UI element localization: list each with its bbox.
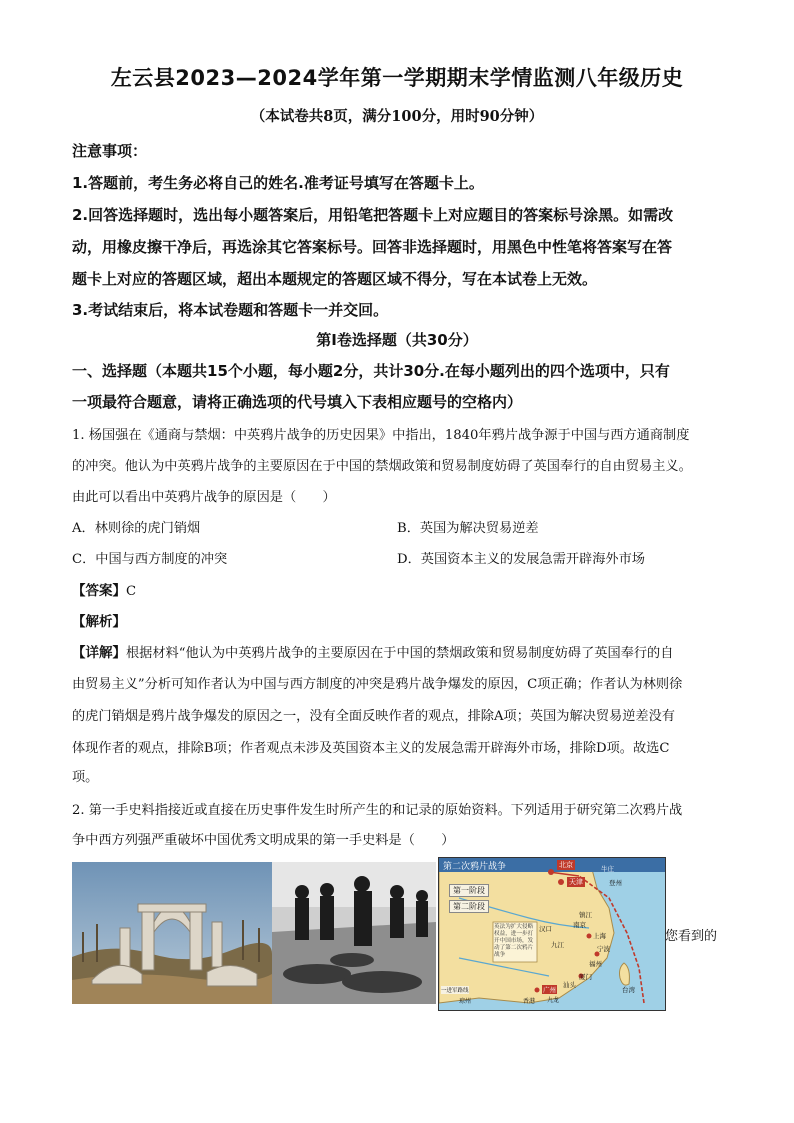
option-c: C．中国与西方制度的冲突 — [72, 552, 228, 567]
map-route-label: 一进军路线 — [441, 988, 469, 994]
map-place-tianjin: 天津 — [569, 878, 583, 886]
question-2-text: 2. 第一手史料指接近或直接在历史事件发生时所产生的和记录的原始资料。下列适用于研究第二次鸦片战 — [72, 803, 683, 818]
note-item: 动，用橡皮擦干净后，再选涂其它答案标号。回答非选择题时，用黑色中性笔将答案写在答 — [72, 238, 673, 256]
map-note: 英法为扩大侵略权益，进一步打开中国市场，发动了第二次鸦片战争 — [494, 924, 534, 958]
option-a: A．林则徐的虎门销烟 — [72, 521, 201, 536]
section-instruction: 一、选择题（本题共15个小题，每小题2分，共计30分.在每小题列出的四个选项中，只有 — [72, 362, 670, 380]
map-place-nanjing: 南京 — [573, 921, 586, 929]
detail-label: 【详解】 — [72, 645, 126, 661]
question-2-text: 争中西方列强严重破坏中国优秀文明成果的第一手史料是（ ） — [72, 833, 455, 848]
section-instruction: 一项最符合题意，请将正确选项的代号填入下表相应题号的空格内） — [72, 393, 523, 411]
map-place-ningbo: 宁波 — [597, 945, 610, 953]
exam-title: 左云县2023—2024学年第一学期期末学情监测八年级历史 — [110, 66, 684, 90]
map-place-niuzhuang: 牛庄 — [601, 865, 614, 873]
map-place-dengzhou: 登州 — [609, 879, 622, 887]
ruins-photo — [72, 862, 272, 1004]
historical-photo — [272, 862, 436, 1004]
map-place-shantou: 汕头 — [563, 981, 576, 989]
note-item: 题卡上对应的答题区域，超出本题规定的答题区域不得分，写在本试卷上无效。 — [72, 270, 598, 288]
map-place-hongkong: 香港 — [523, 998, 536, 1005]
map-place-fuzhou: 福州 — [589, 960, 602, 968]
detail-text: 项。 — [72, 770, 99, 785]
map-title: 第二次鸦片战争 — [443, 862, 507, 872]
note-item: 3.考试结束后，将本试卷题和答题卡一并交回。 — [72, 301, 389, 319]
answer-label: 【答案】 — [72, 583, 126, 599]
question-1-text: 1. 杨国强在《通商与禁烟：中英鸦片战争的历史因果》中指出，1840年鸦片战争源于中国与西方通商制度 — [72, 428, 690, 443]
analysis-label: 【解析】 — [72, 614, 126, 630]
notes-heading: 注意事项： — [72, 142, 148, 160]
map-place-jiujiang: 九江 — [551, 941, 564, 949]
question-2-trailing-text: 您看到的 — [665, 929, 718, 944]
map-place-kowloon: 九龙 — [547, 997, 560, 1004]
map-legend-stage-1: 第一阶段 — [449, 884, 489, 897]
option-d: D．英国资本主义的发展急需开辟海外市场 — [397, 552, 645, 567]
detail-text: 根据材料“他认为中英鸦片战争的主要原因在于中国的禁烟政策和贸易制度妨碍了英国奉行的自 — [126, 646, 674, 661]
map-place-beijing: 北京 — [559, 861, 573, 869]
detail-line — [72, 641, 673, 661]
answer-line — [72, 579, 136, 599]
analysis-line — [72, 610, 126, 630]
map-place-qiongzhou: 琼州 — [459, 998, 472, 1005]
section-title: 第Ⅰ卷选择题（共30分） — [316, 331, 478, 349]
map-place-guangzhou: 广州 — [543, 986, 556, 994]
map-place-hankou: 汉口 — [539, 925, 552, 933]
note-item: 2.回答选择题时，选出每小题答案后，用铅笔把答题卡上对应题目的答案标号涂黑。如需改 — [72, 206, 674, 224]
map-place-zhenjiang: 镇江 — [579, 911, 592, 919]
map-place-shanghai: 上海 — [593, 932, 606, 940]
exam-subtitle: （本试卷共8页，满分100分，用时90分钟） — [250, 108, 544, 125]
option-b: B．英国为解决贸易逆差 — [397, 521, 539, 536]
question-1-text: 的冲突。他认为中英鸦片战争的主要原因在于中国的禁烟政策和贸易制度妨碍了英国奉行的自由贸易主义。 — [72, 459, 692, 474]
detail-text: 由贸易主义”分析可知作者认为中国与西方制度的冲突是鸦片战争爆发的原因，C项正确；作者认为林则徐 — [72, 677, 683, 692]
detail-text: 的虎门销烟是鸦片战争爆发的原因之一，没有全面反映作者的观点，排除A项；英国为解决贸易逆差没有 — [72, 709, 675, 724]
war-map — [438, 857, 666, 1011]
map-place-taiwan: 台湾 — [622, 986, 635, 994]
question-1-text: 由此可以看出中英鸦片战争的原因是（ ） — [72, 490, 336, 505]
map-legend-stage-2: 第二阶段 — [449, 900, 489, 913]
map-place-xiamen: 厦门 — [579, 973, 592, 981]
answer-value: C — [126, 584, 137, 599]
detail-text: 体现作者的观点，排除B项；作者观点未涉及英国资本主义的发展急需开辟海外市场，排除D项。故选C — [72, 741, 670, 756]
note-item: 1.答题前，考生务必将自己的姓名.准考证号填写在答题卡上。 — [72, 174, 484, 192]
